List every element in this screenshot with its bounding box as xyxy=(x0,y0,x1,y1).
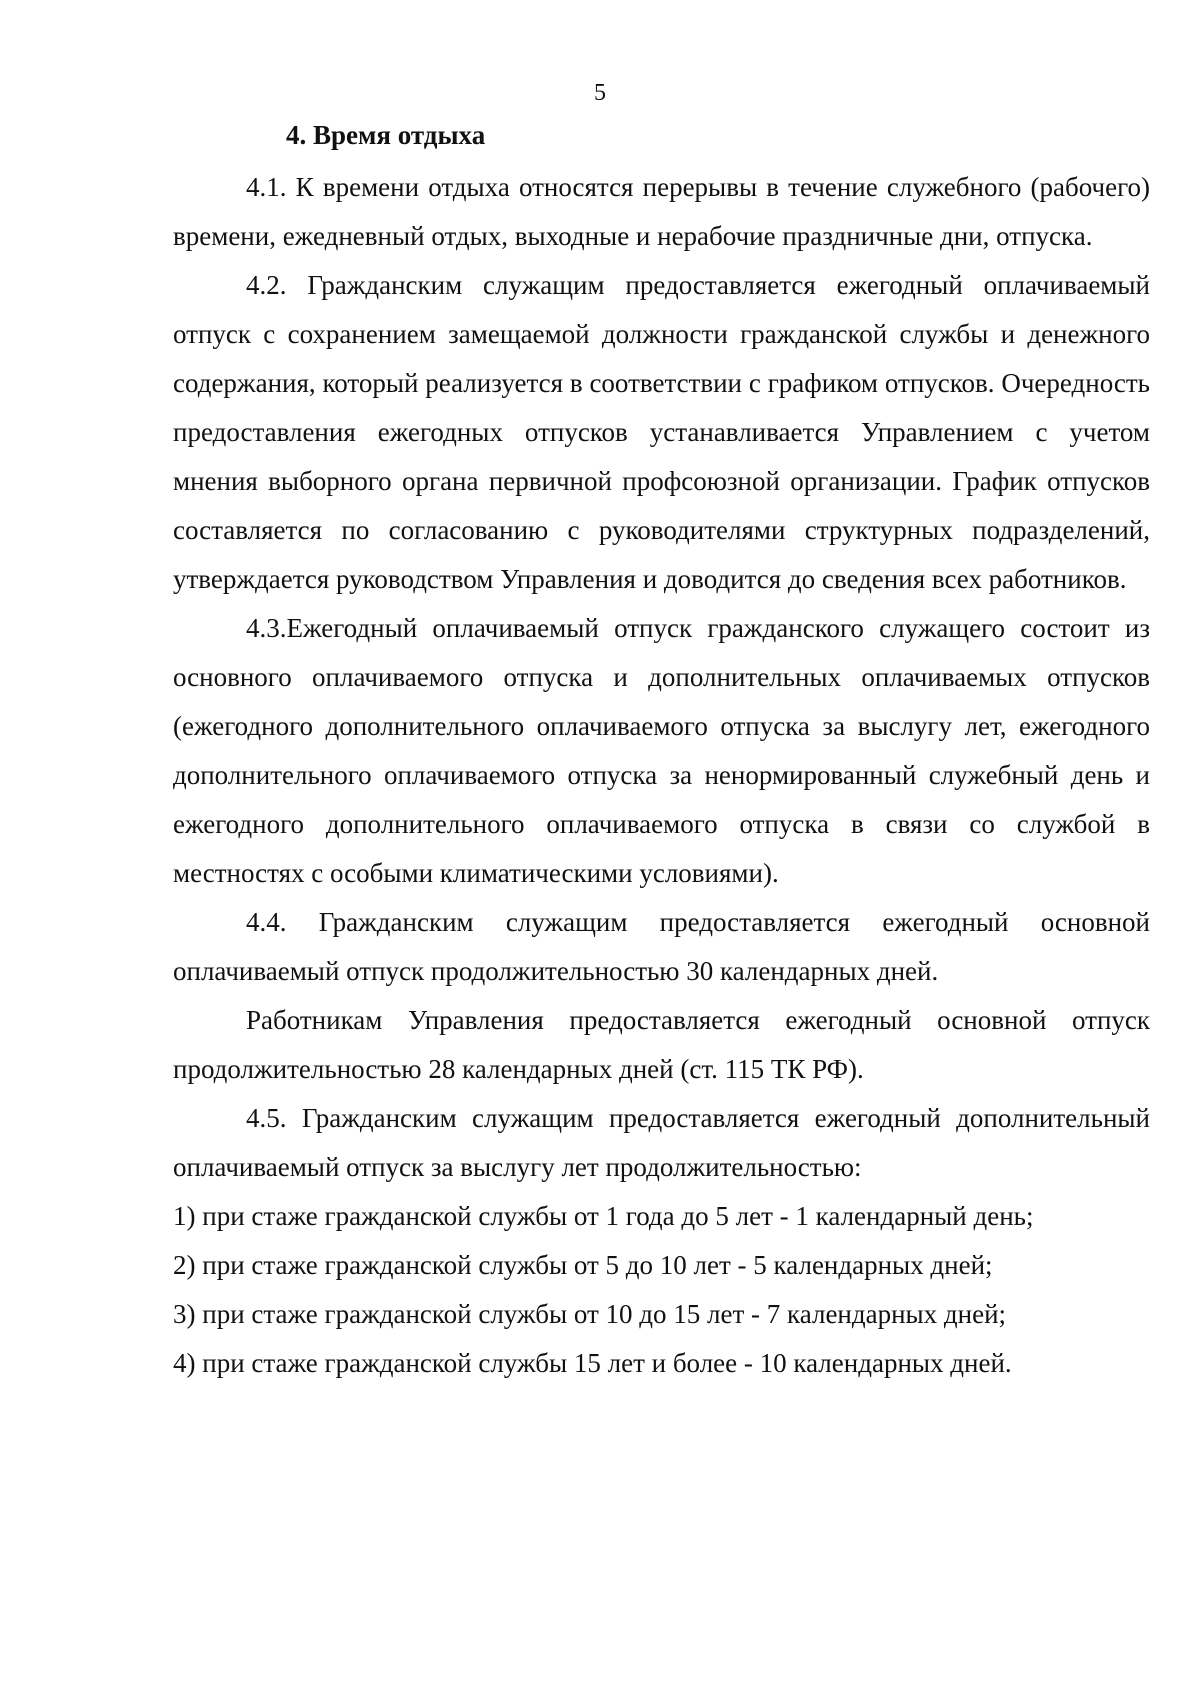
paragraph-4-3: 4.3.Ежегодный оплачиваемый отпуск гражданского служащего состоит из основного оплачиваемого отпуска и дополнительных оплачиваемых отпусков (ежегодного дополнительного оплачиваемого отпуска за выслугу лет, ежегодного дополнительного оплачиваемого отпуска за ненормированный служебный день и ежегодного дополнительного оплачиваемого отпуска в связи со службой в местностях с особыми климатическими условиями). xyxy=(173,613,1150,888)
paragraph-4-4-workers: Работникам Управления предоставляется ежегодный основной отпуск продолжительностью 28 календарных дней (ст. 115 ТК РФ). xyxy=(173,1005,1150,1084)
list-item: 4) при стаже гражданской службы 15 лет и более - 10 календарных дней. xyxy=(173,1348,1012,1378)
list-item: 2) при стаже гражданской службы от 5 до 10 лет - 5 календарных дней; xyxy=(173,1250,993,1280)
section-heading: 4. Время отдыха xyxy=(286,120,486,150)
page-number: 5 xyxy=(594,80,606,106)
paragraph-4-2: 4.2. Гражданским служащим предоставляется ежегодный оплачиваемый отпуск с сохранением замещаемой должности гражданской службы и денежного содержания, который реализуется в соответствии с графиком отпусков. Очередность предоставления ежегодных отпусков устанавливается Управлением с учетом мнения выборного органа первичной профсоюзной организации. График отпусков составляется по согласованию с руководителями структурных подразделений, утверждается руководством Управления и доводится до сведения всех работников. xyxy=(173,270,1150,594)
list-item: 3) при стаже гражданской службы от 10 до 15 лет - 7 календарных дней; xyxy=(173,1299,1007,1329)
paragraph-4-5: 4.5. Гражданским служащим предоставляется ежегодный дополнительный оплачиваемый отпуск за выслугу лет продолжительностью: xyxy=(173,1103,1150,1182)
list-item: 1) при стаже гражданской службы от 1 года до 5 лет - 1 календарный день; xyxy=(173,1201,1034,1231)
paragraph-4-4: 4.4. Гражданским служащим предоставляется ежегодный основной оплачиваемый отпуск продолжительностью 30 календарных дней. xyxy=(173,907,1150,986)
document-body xyxy=(173,163,1150,1388)
paragraph-4-1: 4.1. К времени отдыха относятся перерывы в течение служебного (рабочего) времени, ежедневный отдых, выходные и нерабочие праздничные дни, отпуска. xyxy=(173,172,1150,251)
